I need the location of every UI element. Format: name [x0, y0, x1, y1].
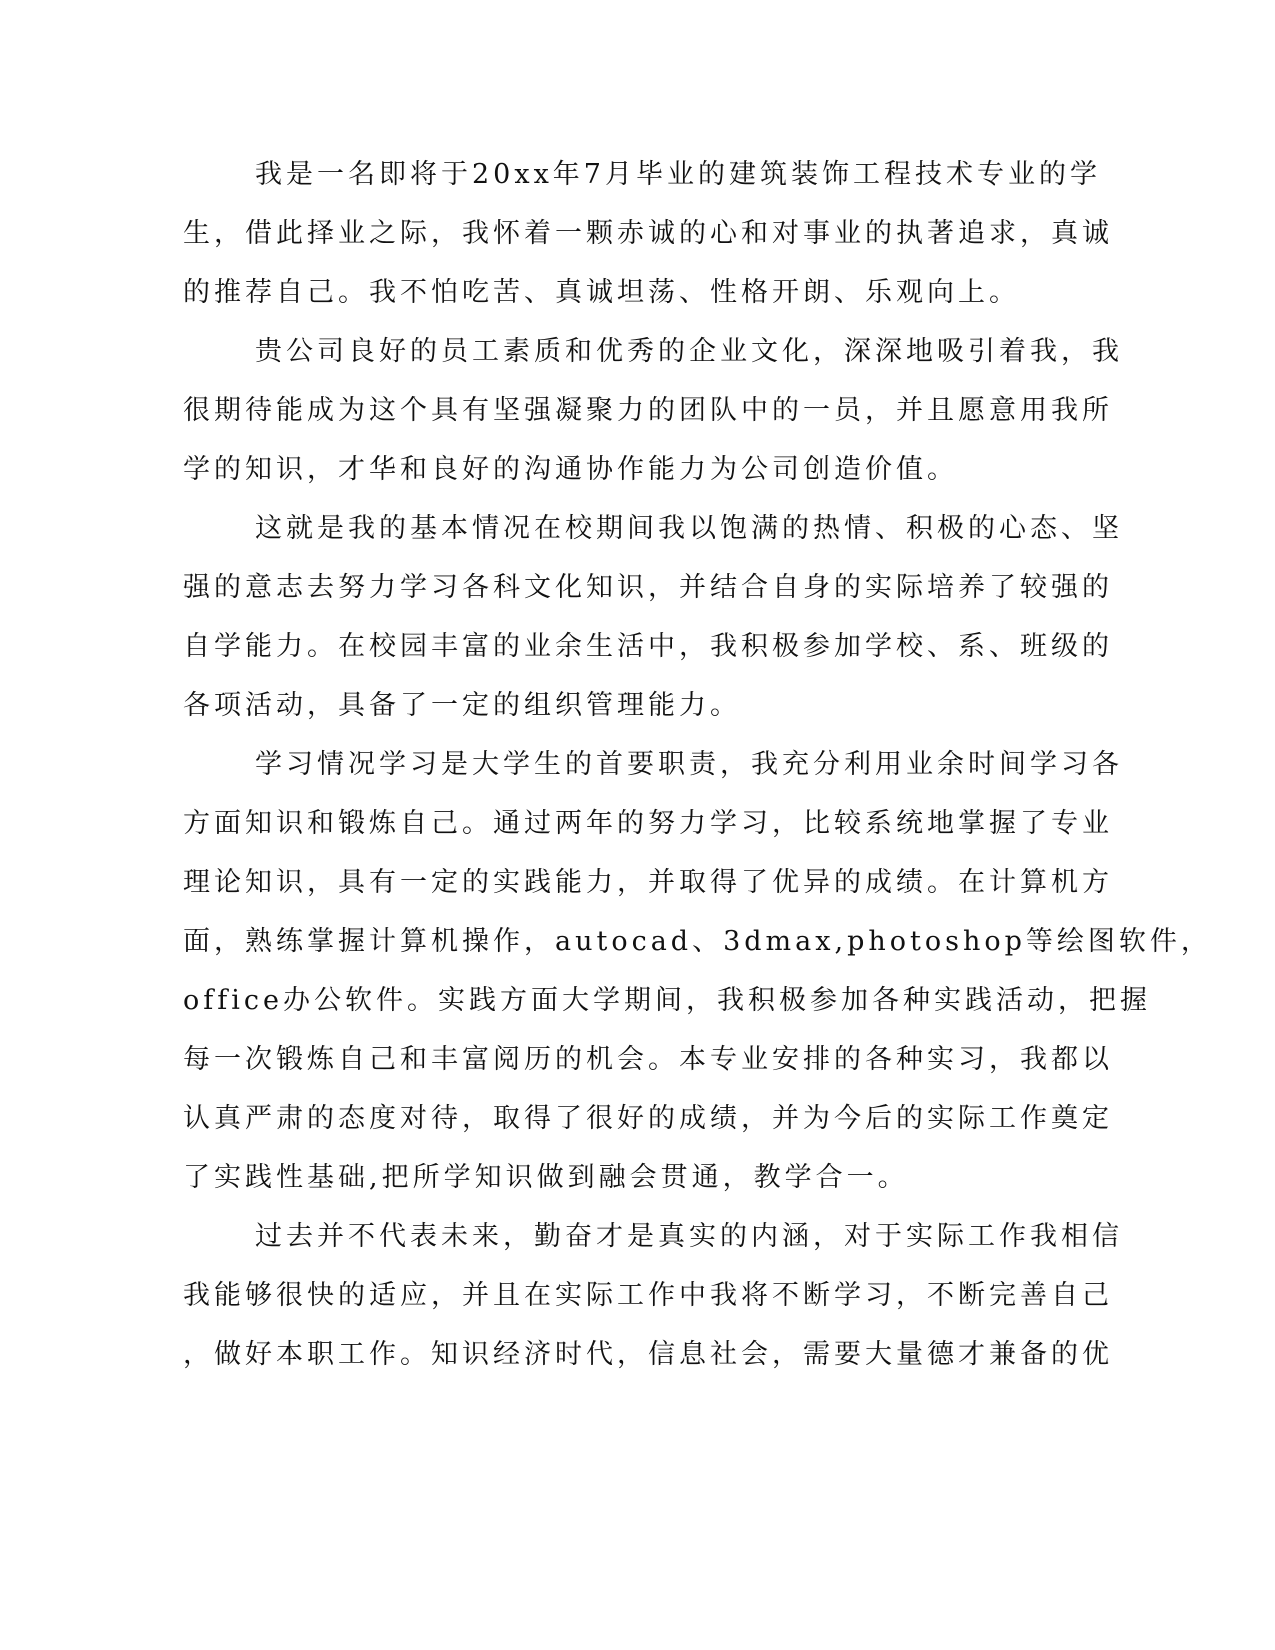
- paragraph-line: 自学能力。在校园丰富的业余生活中，我积极参加学校、系、班级的: [183, 631, 1113, 662]
- paragraph-line: 很期待能成为这个具有坚强凝聚力的团队中的一员，并且愿意用我所: [183, 395, 1113, 426]
- paragraph-line: 面，熟练掌握计算机操作，autocad、3dmax,photoshop等绘图软件，: [183, 926, 1212, 957]
- paragraph-line: 强的意志去努力学习各科文化知识，并结合自身的实际培养了较强的: [183, 572, 1113, 603]
- paragraph-line: 每一次锻炼自己和丰富阅历的机会。本专业安排的各种实习，我都以: [183, 1044, 1113, 1075]
- paragraph-line: 生，借此择业之际，我怀着一颗赤诚的心和对事业的执著追求，真诚: [183, 218, 1113, 249]
- paragraph-line: 我是一名即将于20xx年7月毕业的建筑装饰工程技术专业的学: [255, 159, 1101, 190]
- paragraph-line: office办公软件。实践方面大学期间，我积极参加各种实践活动，把握: [183, 985, 1151, 1016]
- paragraph-line: 我能够很快的适应，并且在实际工作中我将不断学习，不断完善自己: [183, 1280, 1113, 1311]
- paragraph-line: 过去并不代表未来，勤奋才是真实的内涵，对于实际工作我相信: [255, 1221, 1123, 1252]
- paragraph-line: 理论知识，具有一定的实践能力，并取得了优异的成绩。在计算机方: [183, 867, 1113, 898]
- paragraph-line: 各项活动，具备了一定的组织管理能力。: [183, 690, 741, 721]
- paragraph-line: ，做好本职工作。知识经济时代，信息社会，需要大量德才兼备的优: [183, 1339, 1113, 1370]
- paragraph-line: 这就是我的基本情况在校期间我以饱满的热情、积极的心态、坚: [255, 513, 1123, 544]
- paragraph-line: 贵公司良好的员工素质和优秀的企业文化，深深地吸引着我，我: [255, 336, 1123, 367]
- paragraph-line: 学习情况学习是大学生的首要职责，我充分利用业余时间学习各: [255, 749, 1123, 780]
- paragraph-line: 认真严肃的态度对待，取得了很好的成绩，并为今后的实际工作奠定: [183, 1103, 1113, 1134]
- paragraph-line: 的推荐自己。我不怕吃苦、真诚坦荡、性格开朗、乐观向上。: [183, 277, 1020, 308]
- paragraph-line: 了实践性基础,把所学知识做到融会贯通，教学合一。: [183, 1162, 909, 1193]
- paragraph-line: 学的知识，才华和良好的沟通协作能力为公司创造价值。: [183, 454, 958, 485]
- paragraph-line: 方面知识和锻炼自己。通过两年的努力学习，比较系统地掌握了专业: [183, 808, 1113, 839]
